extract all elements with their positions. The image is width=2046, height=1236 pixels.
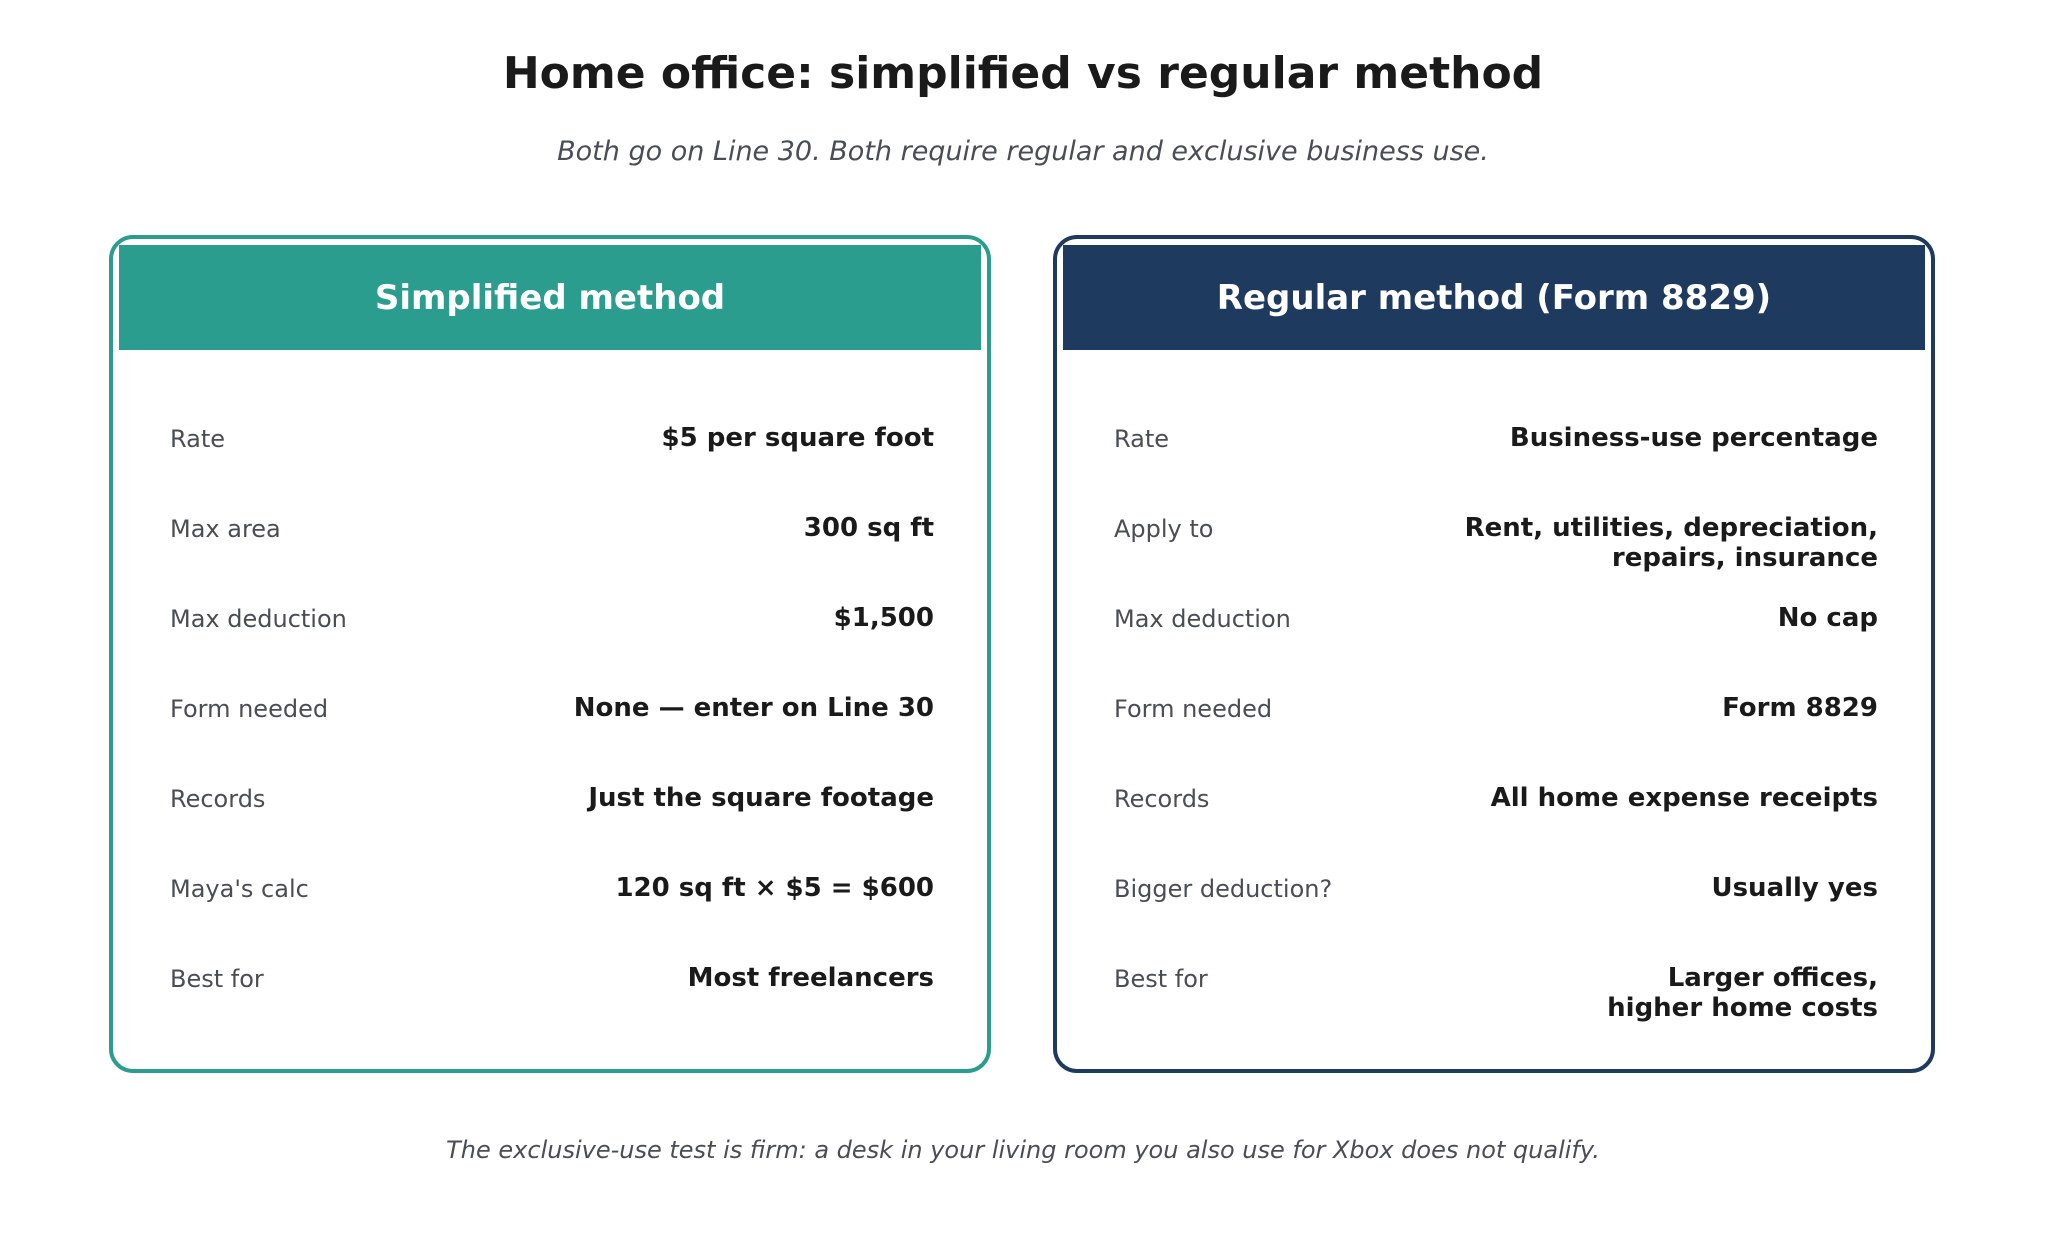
row-value: Larger offices, higher home costs	[1607, 963, 1878, 1023]
row-value: All home expense receipts	[1490, 783, 1878, 813]
row-label: Best for	[1114, 965, 1208, 993]
row-value: Form 8829	[1722, 693, 1878, 723]
row-value: Usually yes	[1711, 873, 1878, 903]
row-value: Business-use percentage	[1509, 423, 1878, 453]
row-label: Form needed	[170, 695, 329, 723]
row-value: Most freelancers	[687, 963, 934, 993]
footnote: The exclusive-use test is firm: a desk in your living room you also use for Xbox does not qualify.	[446, 1136, 1600, 1164]
row-value: None — enter on Line 30	[573, 693, 934, 723]
row-value: Just the square footage	[588, 783, 934, 813]
simplified-method-card	[109, 235, 991, 1073]
row-label: Best for	[170, 965, 264, 993]
simplified-method-header: Simplified method	[119, 245, 981, 350]
row-value: $1,500	[833, 603, 934, 633]
regular-method-header: Regular method (Form 8829)	[1063, 245, 1925, 350]
row-label: Max area	[170, 515, 281, 543]
row-value: 300 sq ft	[803, 513, 934, 543]
page-title: Home office: simplified vs regular method	[502, 48, 1544, 99]
row-label: Form needed	[1114, 695, 1273, 723]
row-value: No cap	[1777, 603, 1878, 633]
row-label: Apply to	[1114, 515, 1214, 543]
row-label: Records	[1114, 785, 1210, 813]
row-label: Max deduction	[1114, 605, 1291, 633]
row-label: Rate	[170, 425, 226, 453]
row-label: Max deduction	[170, 605, 347, 633]
row-label: Maya's calc	[170, 875, 309, 903]
row-value: 120 sq ft × $5 = $600	[615, 873, 934, 903]
row-value: Rent, utilities, depreciation, repairs, insurance	[1464, 513, 1878, 573]
page-subtitle: Both go on Line 30. Both require regular and exclusive business use.	[557, 136, 1489, 167]
row-value: $5 per square foot	[661, 423, 934, 453]
row-label: Records	[170, 785, 266, 813]
regular-method-card	[1053, 235, 1935, 1073]
row-label: Rate	[1114, 425, 1170, 453]
row-label: Bigger deduction?	[1114, 875, 1333, 903]
